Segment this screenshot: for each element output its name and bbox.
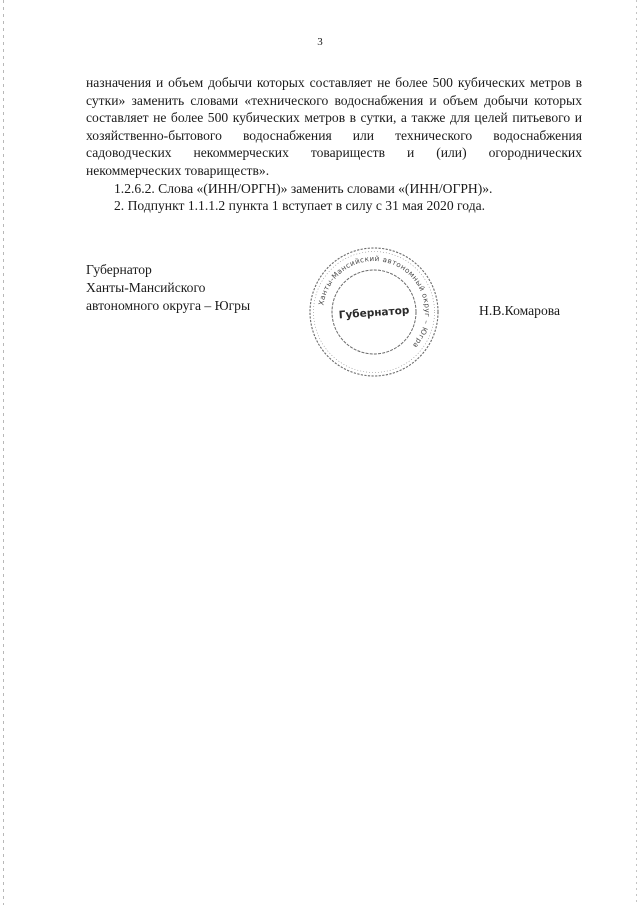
seal-ring-text: Ханты-Мансийский автономный округ – Югра xyxy=(316,253,433,351)
document-body xyxy=(86,74,582,215)
scan-edge-right xyxy=(636,0,637,905)
seal-center-text: Губернатор xyxy=(338,304,410,322)
signatory-name: Н.В.Комарова xyxy=(479,303,561,318)
paragraph-continuation: назначения и объем добычи которых составляет не более 500 кубических метров в сутки» заменить словами «технического водоснабжения и объем добычи которых составляет не более 500 кубических метров в сутки, а также для целей питьевого и хозяйственно-бытового водоснабжения или технического водоснабжения садоводческих некоммерческих товариществ и (или) огороднических некоммерческих товариществ». xyxy=(86,75,582,178)
page-number: 3 xyxy=(317,36,323,48)
official-seal xyxy=(306,244,442,380)
signatory-title-line: Губернатор xyxy=(86,262,152,277)
signatory-title-line: Ханты-Мансийского xyxy=(86,280,206,295)
scan-edge-left xyxy=(3,0,4,905)
paragraph-item-2: 2. Подпункт 1.1.1.2 пункта 1 вступает в силу с 31 мая 2020 года. xyxy=(114,198,486,214)
signatory-title xyxy=(86,261,250,315)
signatory-title-line: автономного округа – Югры xyxy=(86,298,251,313)
paragraph-item-1-2-6-2: 1.2.6.2. Слова «(ИНН/ОРГН)» заменить словами «(ИНН/ОГРН)». xyxy=(114,180,493,196)
